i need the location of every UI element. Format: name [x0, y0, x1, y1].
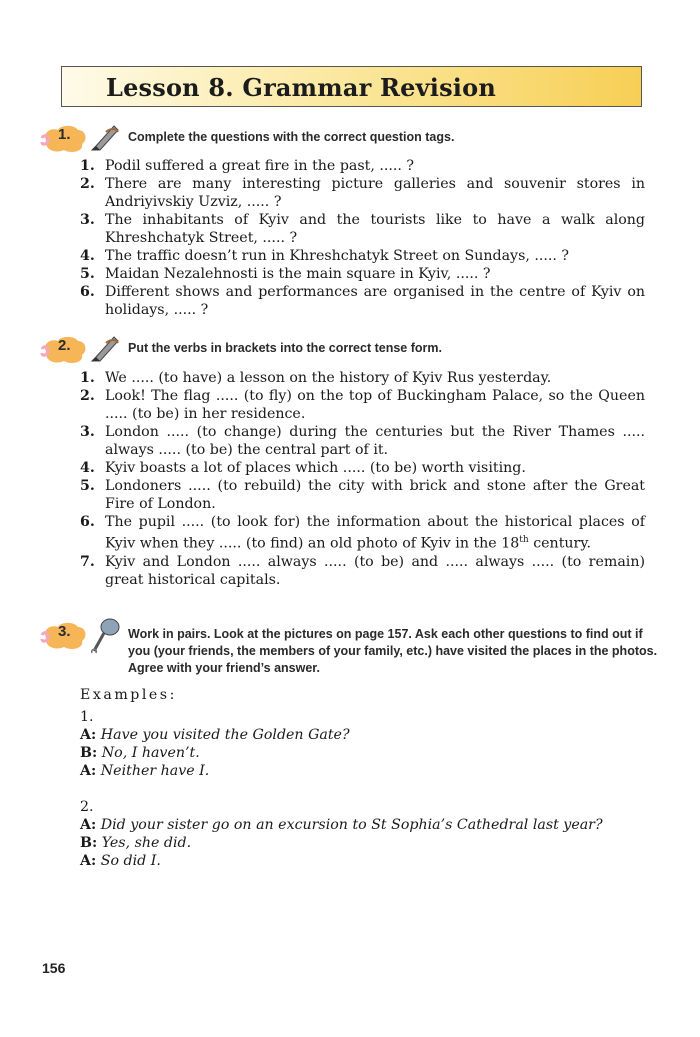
task-2-header: [40, 335, 660, 369]
task-instruction: Put the verbs in brackets into the correct tense form.: [128, 341, 442, 355]
task-number: 3.: [58, 623, 71, 640]
task-1-list: [80, 157, 645, 319]
list-item: 4. The traffic doesn’t run in Khreshchatyk Street on Sundays, ..... ?: [80, 248, 570, 264]
page-number: 156: [42, 960, 66, 976]
dialogue-line: B: No, I haven’t.: [80, 745, 200, 761]
dialogue-line: B: Yes, she did.: [80, 835, 192, 851]
task-number: 1.: [58, 126, 71, 143]
dialogue-line: A: So did I.: [80, 853, 161, 869]
list-item: 1. Podil suffered a great fire in the past, ..... ?: [80, 158, 415, 174]
example-number: 1.: [80, 709, 94, 725]
dialogue-line: A: Neither have I.: [80, 763, 210, 779]
list-item: 7. Kyiv and London ..... always ..... (to be) and ..... always ..... (to remain) great historical capitals.: [80, 553, 645, 588]
list-item: 6. Different shows and performances are organised in the centre of Kyiv on holidays, ..... ?: [80, 284, 645, 318]
list-item: 4. Kyiv boasts a lot of places which ..... (to be) worth visiting.: [80, 460, 526, 476]
list-item: 2. There are many interesting picture galleries and souvenir stores in Andriyivskiy Uzviz, ..... ?: [80, 176, 645, 210]
list-item: 6. The pupil ..... (to look for) the information about the historical places of Kyiv when they ..... (to find) an old photo of Kyiv in the 18th century.: [80, 514, 645, 552]
lesson-title: Lesson 8. Grammar Revision: [106, 73, 496, 102]
lesson-title-banner: [61, 66, 642, 107]
examples-label: Examples:: [80, 687, 177, 703]
microphone-icon: [88, 617, 122, 657]
pen-icon: [88, 122, 122, 154]
task-number: 2.: [58, 337, 71, 354]
list-item: 5. Maidan Nezalehnosti is the main square in Kyiv, ..... ?: [80, 266, 491, 282]
pen-icon: [88, 333, 122, 365]
list-item: 5. Londoners ..... (to rebuild) the city with brick and stone after the Great Fire of London.: [80, 478, 645, 512]
task-instruction: Work in pairs. Look at the pictures on page 157. Ask each other questions to find out if you (your friends, the members of your family, etc.) have visited the places in the photos. Agree with your friend’s answer.: [128, 627, 658, 675]
dialogue-line: A: Have you visited the Golden Gate?: [80, 727, 350, 743]
task-1-header: [40, 124, 660, 158]
task-instruction: Complete the questions with the correct question tags.: [128, 130, 455, 144]
list-item: 2. Look! The flag ..... (to fly) on the top of Buckingham Palace, so the Queen ..... (to be) in her residence.: [80, 388, 645, 422]
examples-block: [80, 686, 660, 870]
example-number: 2.: [80, 799, 94, 815]
dialogue-line: A: Did your sister go on an excursion to St Sophia’s Cathedral last year?: [80, 817, 603, 833]
list-item: 1. We ..... (to have) a lesson on the history of Kyiv Rus yesterday.: [80, 370, 552, 386]
list-item: 3. The inhabitants of Kyiv and the tourists like to have a walk along Khreshchatyk Street, ..... ?: [80, 212, 645, 246]
task-3-header: [40, 621, 660, 681]
task-2-list: [80, 369, 645, 589]
list-item: 3. London ..... (to change) during the centuries but the River Thames ..... always ..... (to be) the central part of it.: [80, 424, 645, 458]
